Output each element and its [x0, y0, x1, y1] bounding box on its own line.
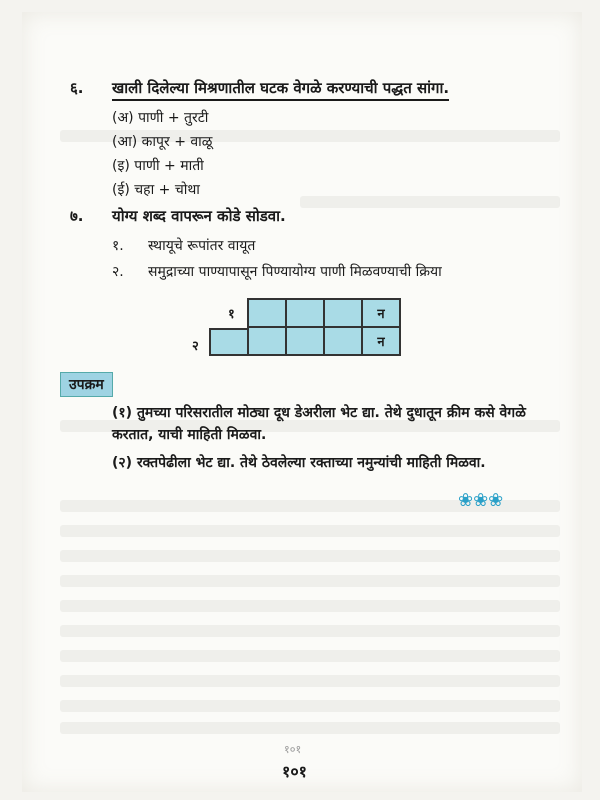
question-6-number: ६. — [70, 79, 84, 97]
flower-decoration-icon: ❀❀❀ — [458, 490, 504, 511]
question-6-option-i: (इ) पाणी + माती — [112, 158, 204, 174]
grid-row-1-label: १ — [228, 307, 235, 322]
activity-2: (२) रक्तपेढीला भेट द्या. तेथे ठेवलेल्या रक्ताच्या नमुन्यांची माहिती मिळवा. — [112, 455, 486, 471]
question-7-number: ७. — [70, 207, 84, 225]
crossword-row-1 — [247, 298, 401, 328]
grid-cell — [287, 300, 325, 328]
grid-cell: न — [363, 300, 401, 328]
crossword-row-2 — [209, 328, 401, 356]
page-number: १०१ — [282, 762, 307, 781]
grid-row-2-label: २ — [192, 339, 199, 354]
bleed-through-text — [60, 650, 560, 662]
bleed-through-text — [60, 722, 560, 734]
bleed-through-text — [60, 525, 560, 537]
bleed-through-text — [300, 196, 560, 208]
grid-cell: न — [363, 328, 401, 356]
clue-1-text: स्थायूचे रूपांतर वायूत — [148, 238, 256, 254]
bleed-through-text — [60, 675, 560, 687]
question-6-text: खाली दिलेल्या मिश्रणातील घटक वेगळे करण्याची पद्धत सांगा. — [112, 78, 449, 101]
bleed-through-text — [60, 625, 560, 637]
grid-cell — [325, 328, 363, 356]
question-6-option-aa: (आ) कापूर + वाळू — [112, 134, 213, 150]
bleed-through-text — [60, 575, 560, 587]
grid-cell — [325, 300, 363, 328]
clue-1-number: १. — [112, 238, 124, 254]
clue-2-text: समुद्राच्या पाण्यापासून पिण्यायोग्य पाणी मिळवण्याची क्रिया — [148, 264, 442, 280]
question-6-option-a: (अ) पाणी + तुरटी — [112, 110, 209, 126]
grid-cell — [249, 328, 287, 356]
question-7-text: योग्य शब्द वापरून कोडे सोडवा. — [112, 207, 286, 225]
clue-2-number: २. — [112, 264, 124, 280]
bleed-through-text — [60, 550, 560, 562]
grid-cell — [287, 328, 325, 356]
activities-heading: उपक्रम — [60, 372, 113, 397]
grid-cell — [211, 328, 249, 356]
grid-cell — [249, 300, 287, 328]
bleed-through-text — [60, 700, 560, 712]
bleed-through-text — [60, 600, 560, 612]
page-number-faint: १०१ — [284, 743, 302, 756]
question-6-option-ii: (ई) चहा + चोथा — [112, 182, 200, 198]
activity-1: (१) तुमच्या परिसरातील मोठ्या दूध डेअरीला भेट द्या. तेथे दुधातून क्रीम कसे वेगळे करतात, याची माहिती मिळवा. — [112, 405, 526, 443]
